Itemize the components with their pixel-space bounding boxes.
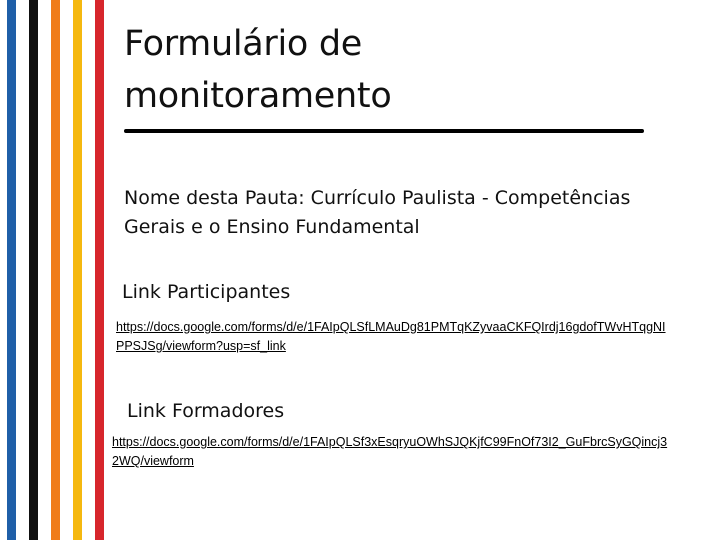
stripe-blue bbox=[7, 0, 16, 540]
page-title bbox=[124, 18, 684, 122]
formadores-link[interactable]: https://docs.google.com/forms/d/e/1FAIpQLSf3xEsqryuOWhSJQKjfC99FnOf73I2_GuFbrcSyGQincj32WQ/viewform bbox=[112, 435, 668, 468]
stripe-black bbox=[29, 0, 38, 540]
participantes-heading: Link Participantes bbox=[122, 281, 291, 303]
participantes-link[interactable]: https://docs.google.com/forms/d/e/1FAIpQLSfLMAuDg81PMTqKZyvaaCKFQIrdj16gdofTWvHTqgNIPPSJSg/viewform?usp=sf_link bbox=[116, 320, 666, 353]
decorative-stripes bbox=[0, 0, 110, 540]
title-line-2: monitoramento bbox=[124, 76, 392, 116]
formadores-heading: Link Formadores bbox=[127, 400, 285, 422]
pauta-name: Nome desta Pauta: Currículo Paulista - Competências Gerais e o Ensino Fundamental bbox=[124, 187, 631, 238]
stripe-red bbox=[95, 0, 104, 540]
title-underline bbox=[124, 129, 644, 133]
title-line-1: Formulário de bbox=[124, 24, 363, 64]
stripe-orange bbox=[51, 0, 60, 540]
stripe-yellow bbox=[73, 0, 82, 540]
